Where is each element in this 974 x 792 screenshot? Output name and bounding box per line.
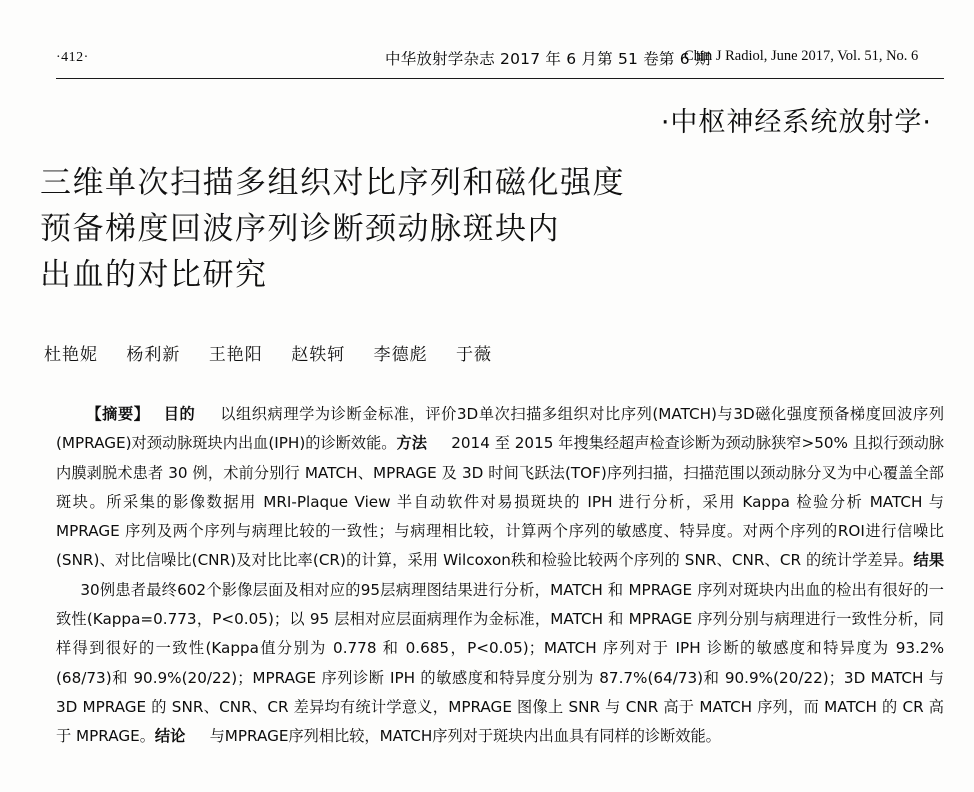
article-title-line-1: 三维单次扫描多组织对比序列和磁化强度 — [40, 165, 625, 201]
abstract-conclusion-label: 结论 — [154, 727, 186, 746]
abstract-conclusion-text: 与MPRAGE序列相比较，MATCH序列对于斑块内出血具有同样的诊断效能。 — [209, 727, 721, 746]
author-list — [44, 340, 514, 365]
section-label: ·中枢神经系统放射学· — [660, 107, 932, 138]
running-head-english: Chin J Radiol, June 2017, Vol. 51, No. 6 — [684, 48, 919, 64]
abstract-purpose-text: 以组织病理学为诊断金标准，评价3D单次扫描多组织对比序列(MATCH)与3D磁化强度预备梯度回波序列(MPRAGE)对颈动脉斑块内出血(IPH)的诊断效能。 — [56, 405, 945, 453]
header-rule — [56, 78, 944, 79]
author-name: 杜艳妮 — [44, 345, 98, 365]
abstract-purpose-label: 目的 — [163, 405, 196, 423]
author-name: 杨利新 — [126, 345, 181, 365]
author-name: 王艳阳 — [208, 345, 263, 365]
article-title-line-3: 出血的对比研究 — [40, 257, 268, 293]
page-folio: ·412· — [56, 50, 89, 65]
abstract-methods-text: 2014 至 2015 年搜集经超声检查诊断为颈动脉狭窄>50% 且拟行颈动脉内膜剥脱术患者 30 例，术前分别行 MATCH、MPRAGE 及 3D 时间飞跃法(TOF)序列扫描，扫描范围以颈动脉分叉为中心覆盖全部斑块。所采集的影像数据用 MRI-Plaque View 半自动软件对易损斑块的 IPH 进行分析，采用 Kappa 检验分析 MATCH 与 MPRAGE 序列及两个序列与病理比较的一致性；与病理相比较，计算两个序列的敏感度、特异度。对两个序列的ROI进行信噪比(SNR)、对比信噪比(CNR)及对比比率(CR)的计算，采用 Wilcoxon秩和检验比较两个序列的 SNR、CNR、CR 的统计学差异。 — [56, 434, 944, 570]
abstract-block — [56, 400, 944, 752]
author-name: 李德彪 — [373, 345, 428, 365]
abstract-results-label: 结果 — [913, 551, 945, 570]
abstract-results-text: 30例患者最终602个影像层面及相对应的95层病理图结果进行分析，MATCH 和 MPRAGE 序列对斑块内出血的检出有很好的一致性(Kappa=0.773，P<0.05)；以 95 层相对应层面病理作为金标准，MATCH 和 MPRAGE 序列分别与病理进行一致性分析，同样得到很好的一致性(Kappa值分别为 0.778 和 0.685，P<0.05)；MATCH 序列对于 IPH 诊断的敏感度和特异度为 93.2%(68/73)和 90.9%(20/22)；MPRAGE 序列诊断 IPH 的敏感度和特异度分别为 87.7%(64/73)和 90.9%(20/22)；3D MATCH 与 3D MPRAGE 的 SNR、CNR、CR 差异均有统计学意义，MPRAGE 图像上 SNR 与 CNR 高于 MATCH 序列，而 MATCH 的 CR 高于 MPRAGE。 — [56, 580, 944, 746]
running-head-chinese: 中华放射学杂志 2017 年 6 月第 51 卷第 6 期 — [385, 50, 711, 68]
article-title — [40, 160, 800, 298]
author-name: 于薇 — [456, 345, 493, 365]
author-name: 赵轶轲 — [291, 345, 346, 365]
article-title-line-2: 预备梯度回波序列诊断颈动脉斑块内 — [40, 211, 560, 247]
abstract-label: 【摘要】 — [86, 405, 150, 423]
abstract-methods-label: 方法 — [396, 434, 427, 453]
